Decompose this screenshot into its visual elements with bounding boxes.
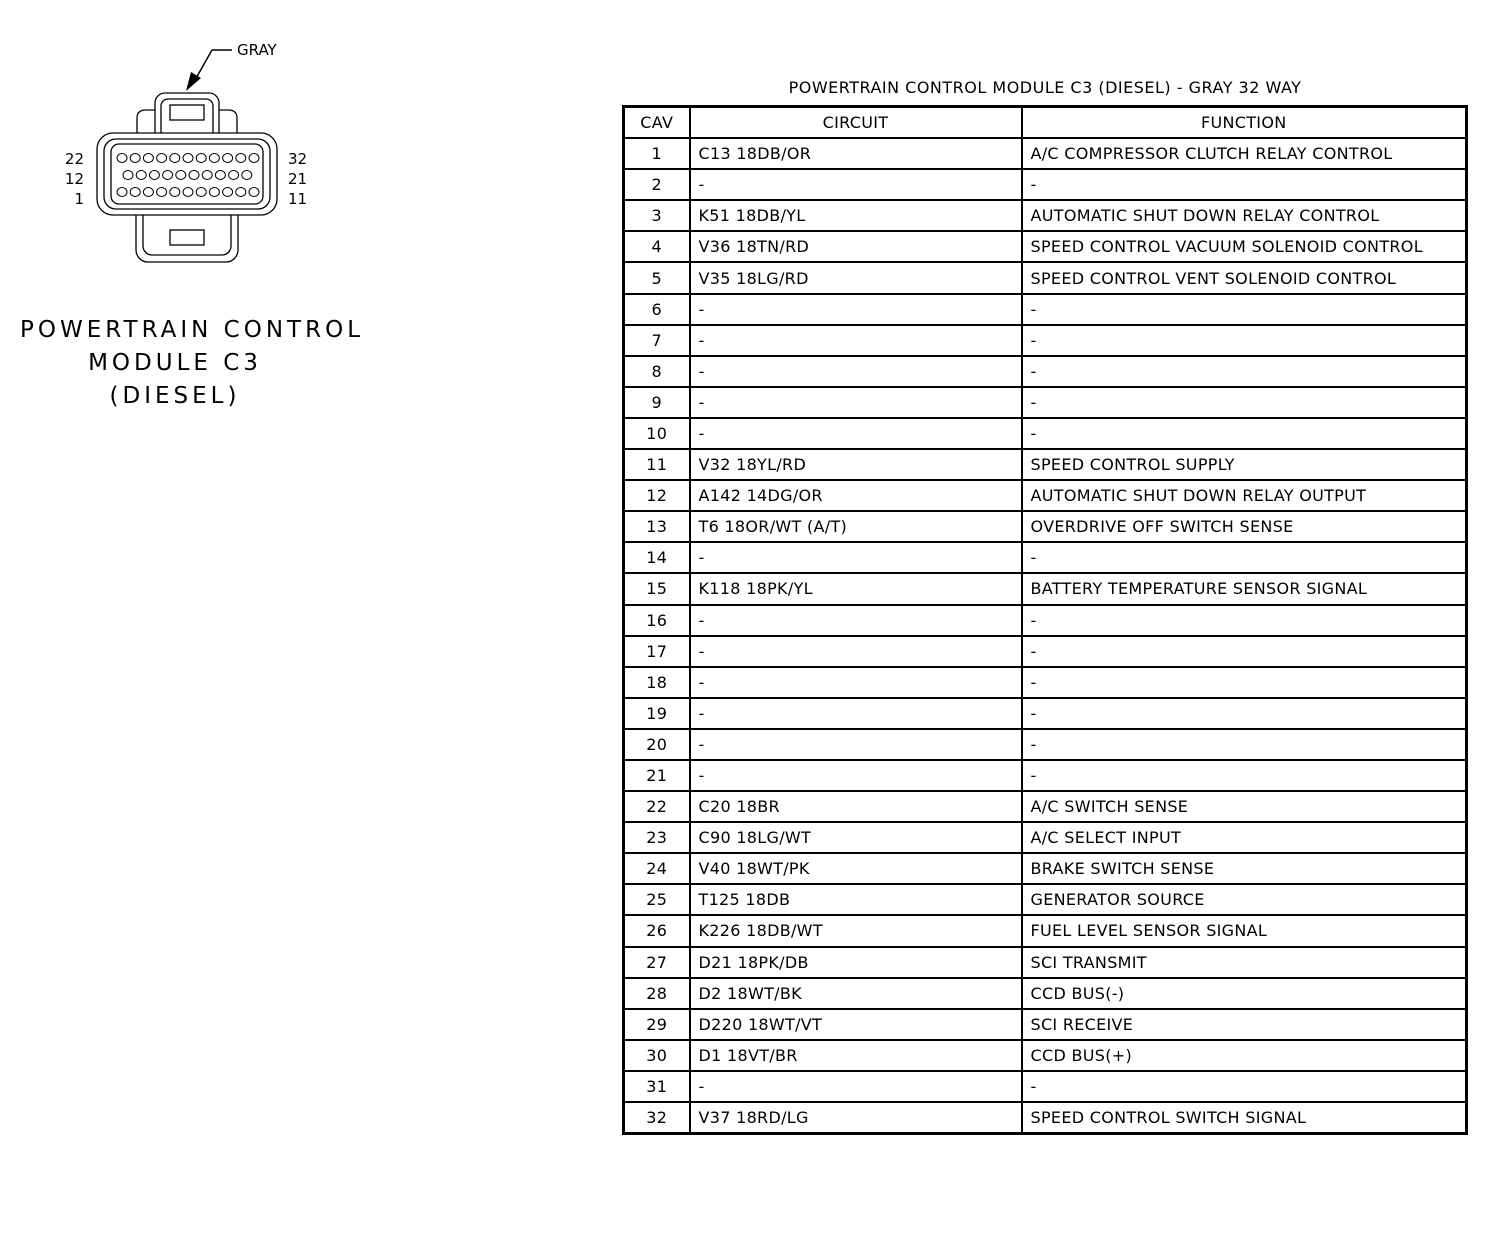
- cell-circuit: -: [690, 356, 1022, 387]
- cell-function: -: [1022, 325, 1467, 356]
- table-title: POWERTRAIN CONTROL MODULE C3 (DIESEL) - GRAY 32 WAY: [788, 78, 1302, 97]
- cell-cav: 4: [624, 231, 690, 262]
- cell-function: A/C COMPRESSOR CLUTCH RELAY CONTROL: [1022, 138, 1467, 169]
- left-wing: [137, 110, 155, 135]
- callout-arrow-shaft: [195, 50, 212, 80]
- table-row: [624, 200, 1467, 231]
- cell-cav: 32: [624, 1102, 690, 1134]
- cell-cav: 25: [624, 884, 690, 915]
- connector-color-label: GRAY: [237, 41, 277, 59]
- pin-label-left-middle: 12: [64, 170, 84, 188]
- cell-function: OVERDRIVE OFF SWITCH SENSE: [1022, 511, 1467, 542]
- cell-circuit: D220 18WT/VT: [690, 1009, 1022, 1040]
- cell-function: SPEED CONTROL SUPPLY: [1022, 449, 1467, 480]
- header-function: FUNCTION: [1022, 107, 1467, 139]
- table-row: [624, 884, 1467, 915]
- cell-cav: 8: [624, 356, 690, 387]
- cell-cav: 6: [624, 294, 690, 325]
- table-row: [624, 667, 1467, 698]
- header-cav: CAV: [624, 107, 690, 139]
- table-row: [624, 573, 1467, 604]
- cell-circuit: V37 18RD/LG: [690, 1102, 1022, 1134]
- table-row: [624, 542, 1467, 573]
- cell-function: -: [1022, 418, 1467, 449]
- cell-function: -: [1022, 542, 1467, 573]
- cell-cav: 2: [624, 169, 690, 200]
- table-row: [624, 294, 1467, 325]
- cell-circuit: -: [690, 729, 1022, 760]
- cell-circuit: -: [690, 542, 1022, 573]
- cell-circuit: C13 18DB/OR: [690, 138, 1022, 169]
- cell-circuit: D21 18PK/DB: [690, 947, 1022, 978]
- cell-cav: 3: [624, 200, 690, 231]
- cell-circuit: -: [690, 1071, 1022, 1102]
- cell-circuit: -: [690, 760, 1022, 791]
- cell-cav: 12: [624, 480, 690, 511]
- table-row: [624, 978, 1467, 1009]
- cell-function: SPEED CONTROL VACUUM SOLENOID CONTROL: [1022, 231, 1467, 262]
- cell-cav: 11: [624, 449, 690, 480]
- cell-cav: 27: [624, 947, 690, 978]
- cell-cav: 26: [624, 915, 690, 946]
- cell-function: CCD BUS(-): [1022, 978, 1467, 1009]
- cell-cav: 18: [624, 667, 690, 698]
- cell-cav: 20: [624, 729, 690, 760]
- cell-function: SCI RECEIVE: [1022, 1009, 1467, 1040]
- cell-function: SPEED CONTROL SWITCH SIGNAL: [1022, 1102, 1467, 1134]
- cell-function: A/C SWITCH SENSE: [1022, 791, 1467, 822]
- pin-table: [622, 105, 1468, 1135]
- pin-table-body: [624, 138, 1467, 1134]
- caption-line-2: MODULE C3: [88, 350, 262, 376]
- table-row: [624, 605, 1467, 636]
- cell-circuit: V40 18WT/PK: [690, 853, 1022, 884]
- cell-circuit: -: [690, 667, 1022, 698]
- table-row: [624, 387, 1467, 418]
- cell-circuit: T125 18DB: [690, 884, 1022, 915]
- cell-function: SCI TRANSMIT: [1022, 947, 1467, 978]
- caption-line-1: POWERTRAIN CONTROL: [20, 317, 365, 343]
- table-row: [624, 511, 1467, 542]
- cell-cav: 22: [624, 791, 690, 822]
- cell-circuit: C90 18LG/WT: [690, 822, 1022, 853]
- color-callout: [186, 41, 278, 91]
- cell-cav: 29: [624, 1009, 690, 1040]
- cell-circuit: K118 18PK/YL: [690, 573, 1022, 604]
- cell-circuit: T6 18OR/WT (A/T): [690, 511, 1022, 542]
- cell-circuit: -: [690, 325, 1022, 356]
- cell-cav: 10: [624, 418, 690, 449]
- cell-cav: 31: [624, 1071, 690, 1102]
- cell-function: -: [1022, 729, 1467, 760]
- cell-cav: 9: [624, 387, 690, 418]
- table-row: [624, 698, 1467, 729]
- housing-outer: [97, 133, 277, 215]
- cell-circuit: D2 18WT/BK: [690, 978, 1022, 1009]
- cell-function: BRAKE SWITCH SENSE: [1022, 853, 1467, 884]
- cell-cav: 1: [624, 138, 690, 169]
- cell-circuit: -: [690, 418, 1022, 449]
- table-row: [624, 449, 1467, 480]
- cell-cav: 14: [624, 542, 690, 573]
- cell-circuit: V32 18YL/RD: [690, 449, 1022, 480]
- cell-circuit: -: [690, 169, 1022, 200]
- cell-circuit: -: [690, 605, 1022, 636]
- cell-cav: 30: [624, 1040, 690, 1071]
- header-circuit: CIRCUIT: [690, 107, 1022, 139]
- cell-circuit: -: [690, 387, 1022, 418]
- cell-circuit: A142 14DG/OR: [690, 480, 1022, 511]
- table-row: [624, 1040, 1467, 1071]
- table-header-row: [624, 107, 1467, 139]
- cell-cav: 28: [624, 978, 690, 1009]
- right-wing: [219, 110, 237, 135]
- table-row: [624, 915, 1467, 946]
- table-row: [624, 418, 1467, 449]
- table-row: [624, 947, 1467, 978]
- table-row: [624, 325, 1467, 356]
- cell-function: BATTERY TEMPERATURE SENSOR SIGNAL: [1022, 573, 1467, 604]
- cell-circuit: D1 18VT/BR: [690, 1040, 1022, 1071]
- cell-function: GENERATOR SOURCE: [1022, 884, 1467, 915]
- cell-function: -: [1022, 605, 1467, 636]
- cell-function: -: [1022, 760, 1467, 791]
- cell-function: -: [1022, 356, 1467, 387]
- table-row: [624, 822, 1467, 853]
- table-row: [624, 138, 1467, 169]
- top-latch-tab: [170, 105, 204, 120]
- table-row: [624, 636, 1467, 667]
- cell-function: -: [1022, 1071, 1467, 1102]
- cell-function: AUTOMATIC SHUT DOWN RELAY CONTROL: [1022, 200, 1467, 231]
- bottom-latch-tab: [170, 230, 204, 245]
- table-row: [624, 853, 1467, 884]
- pin-label-left-bottom: 1: [74, 190, 84, 208]
- table-row: [624, 1071, 1467, 1102]
- table-row: [624, 262, 1467, 293]
- cell-cav: 15: [624, 573, 690, 604]
- table-row: [624, 760, 1467, 791]
- cell-function: -: [1022, 698, 1467, 729]
- cell-cav: 5: [624, 262, 690, 293]
- cell-circuit: K226 18DB/WT: [690, 915, 1022, 946]
- cell-function: FUEL LEVEL SENSOR SIGNAL: [1022, 915, 1467, 946]
- cell-cav: 13: [624, 511, 690, 542]
- table-row: [624, 729, 1467, 760]
- pin-label-right-top: 32: [288, 150, 308, 168]
- cell-function: A/C SELECT INPUT: [1022, 822, 1467, 853]
- pin-label-right-middle: 21: [288, 170, 308, 188]
- module-caption: [20, 314, 365, 413]
- cell-cav: 23: [624, 822, 690, 853]
- cell-circuit: C20 18BR: [690, 791, 1022, 822]
- caption-line-3: (DIESEL): [109, 383, 241, 409]
- cell-cav: 19: [624, 698, 690, 729]
- cell-cav: 16: [624, 605, 690, 636]
- cell-function: AUTOMATIC SHUT DOWN RELAY OUTPUT: [1022, 480, 1467, 511]
- cell-function: -: [1022, 667, 1467, 698]
- cell-circuit: -: [690, 636, 1022, 667]
- cell-function: -: [1022, 169, 1467, 200]
- table-row: [624, 1102, 1467, 1134]
- cell-function: SPEED CONTROL VENT SOLENOID CONTROL: [1022, 262, 1467, 293]
- cell-function: -: [1022, 387, 1467, 418]
- table-row: [624, 1009, 1467, 1040]
- cell-circuit: K51 18DB/YL: [690, 200, 1022, 231]
- cell-function: -: [1022, 636, 1467, 667]
- table-row: [624, 480, 1467, 511]
- cell-circuit: -: [690, 698, 1022, 729]
- cell-cav: 17: [624, 636, 690, 667]
- cell-cav: 24: [624, 853, 690, 884]
- cell-cav: 21: [624, 760, 690, 791]
- cell-circuit: V35 18LG/RD: [690, 262, 1022, 293]
- cell-cav: 7: [624, 325, 690, 356]
- cell-circuit: -: [690, 294, 1022, 325]
- table-row: [624, 356, 1467, 387]
- cell-circuit: V36 18TN/RD: [690, 231, 1022, 262]
- cell-function: -: [1022, 294, 1467, 325]
- pin-label-left-top: 22: [64, 150, 84, 168]
- table-row: [624, 169, 1467, 200]
- pin-label-right-bottom: 11: [288, 190, 308, 208]
- table-row: [624, 791, 1467, 822]
- cell-function: CCD BUS(+): [1022, 1040, 1467, 1071]
- table-row: [624, 231, 1467, 262]
